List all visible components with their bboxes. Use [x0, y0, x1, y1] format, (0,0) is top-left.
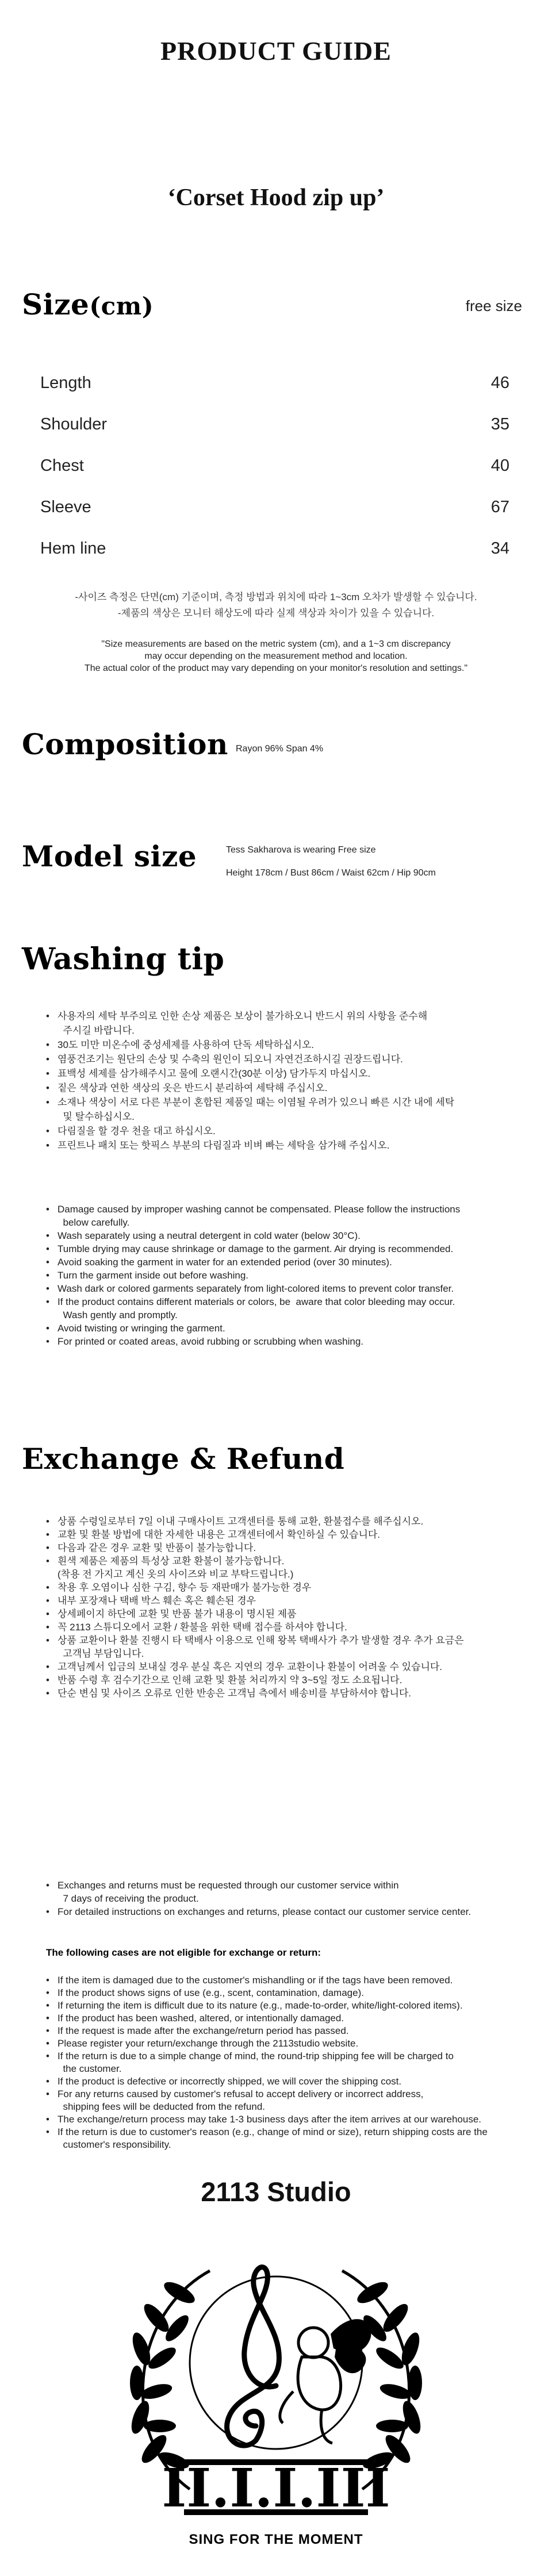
list-item: • Damage caused by improper washing cannot be compensated. Please follow the instructions	[46, 1203, 460, 1216]
size-type-label: free size	[465, 297, 522, 314]
list-item: • 다음과 같은 경우 교환 및 반품이 불가능합니다.	[46, 1541, 464, 1554]
size-row-chest	[40, 456, 509, 479]
size-label: Chest	[40, 456, 84, 475]
list-item-continued: 고객님 부담입니다.	[57, 1648, 144, 1659]
size-note-ko: -제품의 색상은 모니터 해상도에 따라 실제 색상과 차이가 있을 수 있습니다.	[117, 608, 435, 619]
list-item: • If the return is due to customer's reason (e.g., change of mind or size), return shipping costs are the	[46, 2126, 488, 2139]
list-item: • 고객님께서 입금의 보내실 경우 분실 혹은 지연의 경우 교환이나 환불이 어려울 수 있습니다.	[46, 1660, 464, 1673]
logo-letters: II.I.I.III	[162, 2457, 390, 2519]
size-note-ko: -사이즈 측정은 단면(cm) 기준이며, 측정 방법과 위치에 따라 1~3cm 오차가 발생할 수 있습니다.	[75, 592, 477, 602]
list-item: • 반품 수령 후 검수기간으로 인해 교환 및 환불 처리까지 약 3~5일 정도 소요됩니다.	[46, 1673, 464, 1687]
emblem-circle	[190, 2276, 362, 2449]
list-item: • 단순 변심 및 사이즈 오류로 인한 반송은 고객님 측에서 배송비를 부담하셔야 합니다.	[46, 1687, 464, 1700]
model-wearing: Tess Sakharova is wearing Free size	[226, 845, 376, 855]
list-item: • If the item is damaged due to the customer's mishandling or if the tags have been removed.	[46, 1974, 488, 1987]
list-item: • 사용자의 세탁 부주의로 인한 손상 제품은 보상이 불가하오니 반드시 위의 사항을 준수해	[46, 1009, 454, 1023]
list-item: • For detailed instructions on exchanges and returns, please contact our customer service center.	[46, 1905, 471, 1918]
cherub-icon	[280, 2319, 371, 2443]
laurel-wreath-icon	[128, 2271, 424, 2489]
list-item: • Wash separately using a neutral detergent in cold water (below 30°C).	[46, 1229, 460, 1242]
list-item: • Tumble drying may cause shrinkage or damage to the garment. Air drying is recommended.	[46, 1242, 460, 1256]
size-label: Hem line	[40, 539, 106, 558]
size-value: 40	[490, 456, 509, 475]
product-name: ‘Corset Hood zip up’	[167, 185, 385, 211]
list-item-continued: customer's responsibility.	[57, 2139, 171, 2150]
list-item: • Turn the garment inside out before washing.	[46, 1269, 460, 1282]
ineligible-heading: The following cases are not eligible for exchange or return:	[46, 1947, 321, 1958]
list-item: • 짙은 색상과 연한 색상의 옷은 반드시 분리하여 세탁해 주십시오.	[46, 1081, 454, 1095]
size-label: Sleeve	[40, 498, 91, 516]
list-item: • 꼭 2113 스튜디오에서 교환 / 환불을 위한 택배 접수를 하셔야 합니다.	[46, 1621, 464, 1634]
list-item: • 프린트나 패치 또는 핫픽스 부분의 다림질과 비벼 빠는 세탁을 삼가해 주십시오.	[46, 1138, 454, 1153]
brand-tagline: SING FOR THE MOMENT	[189, 2532, 363, 2547]
size-note-en: "Size measurements are based on the metric system (cm), and a 1~3 cm discrepancy	[101, 639, 451, 649]
list-item: • If the request is made after the exchange/return period has passed.	[46, 2025, 488, 2037]
size-row-sleeve	[40, 498, 509, 521]
size-row-length	[40, 374, 509, 397]
size-value: 34	[490, 539, 509, 558]
size-value: 67	[490, 498, 509, 516]
list-item-continued: the customer.	[57, 2063, 122, 2074]
list-item-continued: (착용 전 가지고 계신 옷의 사이즈와 비교 부탁드립니다.)	[57, 1569, 294, 1580]
list-item: • For any returns caused by customer's refusal to accept delivery or incorrect address,	[46, 2088, 488, 2101]
size-note-en: The actual color of the product may vary depending on your monitor's resolution and settings."	[85, 663, 467, 673]
list-item: • If the product is defective or incorrectly shipped, we will cover the shipping cost.	[46, 2075, 488, 2088]
list-item-continued: 7 days of receiving the product.	[57, 1893, 199, 1904]
size-value: 46	[490, 374, 509, 392]
list-item: • If the product has been washed, altered, or intentionally damaged.	[46, 2012, 488, 2025]
list-item: • If the return is due to a simple change of mind, the round-trip shipping fee will be charged to	[46, 2050, 488, 2063]
list-item: • Exchanges and returns must be requested through our customer service within	[46, 1879, 471, 1892]
list-item: • If the product shows signs of use (e.g., scent, contamination, damage).	[46, 1987, 488, 1999]
washing-list-en	[46, 1203, 460, 1348]
list-item: • 소재나 색상이 서로 다른 부분이 혼합된 제품일 때는 이염될 우려가 있으니 빠른 시간 내에 세탁	[46, 1095, 454, 1110]
list-item: • 상세페이지 하단에 교환 및 반품 불가 내용이 명시된 제품	[46, 1607, 464, 1621]
list-item: • 상품 수령일로부터 7일 이내 구매사이트 고객센터를 통해 교환, 환불접수를 해주십시오.	[46, 1515, 464, 1528]
list-item: • 상품 교환이나 환불 진행시 타 택배사 이용으로 인해 왕복 택배사가 추가 발생할 경우 추가 요금은	[46, 1634, 464, 1647]
composition-title: Composition	[22, 727, 228, 761]
model-measurements: Height 178cm / Bust 86cm / Waist 62cm / Hip 90cm	[226, 868, 436, 878]
size-row-shoulder	[40, 415, 509, 438]
list-item: • 흰색 제품은 제품의 특성상 교환 환불이 불가능합니다.	[46, 1554, 464, 1568]
list-item: • If the product contains different materials or colors, be aware that color bleeding may occur.	[46, 1295, 460, 1308]
list-item: • Please register your return/exchange through the 2113studio website.	[46, 2037, 488, 2050]
exchange-list-en-intro	[46, 1879, 471, 1918]
list-item-continued: 및 탈수하십시오.	[57, 1111, 135, 1122]
size-label: Shoulder	[40, 415, 108, 433]
list-item: • 교환 및 환불 방법에 대한 자세한 내용은 고객센터에서 확인하실 수 있습니다.	[46, 1528, 464, 1541]
list-item: • 내부 포장재나 택배 박스 훼손 혹은 훼손된 경우	[46, 1594, 464, 1607]
size-title-text: Size	[22, 287, 90, 321]
size-row-hem-line	[40, 539, 509, 562]
list-item: • 다림질을 할 경우 천을 대고 하십시오.	[46, 1124, 454, 1138]
size-unit: (cm)	[89, 292, 154, 320]
washing-list-ko	[46, 1009, 454, 1153]
size-label: Length	[40, 374, 91, 392]
washing-tip-title: Washing tip	[22, 942, 225, 977]
list-item: • 표백성 세제를 삼가해주시고 물에 오랜시간(30분 이상) 담가두지 마십시오.	[46, 1066, 454, 1081]
list-item: • 착용 후 오염이나 심한 구김, 향수 등 재판매가 불가능한 경우	[46, 1581, 464, 1594]
page-title: PRODUCT GUIDE	[160, 36, 392, 66]
composition-value: Rayon 96% Span 4%	[236, 744, 324, 754]
exchange-list-en-cases	[46, 1974, 488, 2151]
size-section-title	[22, 287, 154, 321]
list-item: • For printed or coated areas, avoid rubbing or scrubbing when washing.	[46, 1335, 460, 1348]
size-note-en: may occur depending on the measurement method and location.	[144, 651, 408, 661]
model-size-title: Model size	[22, 839, 197, 873]
treble-clef-icon	[227, 2267, 279, 2446]
exchange-refund-title: Exchange & Refund	[22, 1442, 345, 1476]
list-item-continued: shipping fees will be deducted from the refund.	[57, 2101, 265, 2112]
list-item-continued: 주시길 바랍니다.	[57, 1025, 135, 1036]
list-item-continued: Wash gently and promptly.	[57, 1310, 178, 1320]
list-item: • 염풍건조기는 원단의 손상 및 수축의 원인이 되오니 자연건조하시길 권장드립니다.	[46, 1052, 454, 1066]
exchange-list-ko	[46, 1515, 464, 1700]
size-value: 35	[490, 415, 509, 433]
brand-name: 2113 Studio	[201, 2176, 351, 2207]
list-item: • Wash dark or colored garments separately from light-colored items to prevent color transfer.	[46, 1282, 460, 1295]
list-item-continued: below carefully.	[57, 1217, 130, 1228]
brand-logo	[103, 2219, 448, 2564]
list-item: • 30도 미만 미온수에 중성세제를 사용하여 단독 세탁하십시오.	[46, 1038, 454, 1052]
list-item: • If returning the item is difficult due to its nature (e.g., made-to-order, white/light-colored items).	[46, 1999, 488, 2012]
list-item: • Avoid twisting or wringing the garment.	[46, 1322, 460, 1335]
list-item: • Avoid soaking the garment in water for an extended period (over 30 minutes).	[46, 1256, 460, 1269]
list-item: • The exchange/return process may take 1-3 business days after the item arrives at our warehouse.	[46, 2113, 488, 2126]
